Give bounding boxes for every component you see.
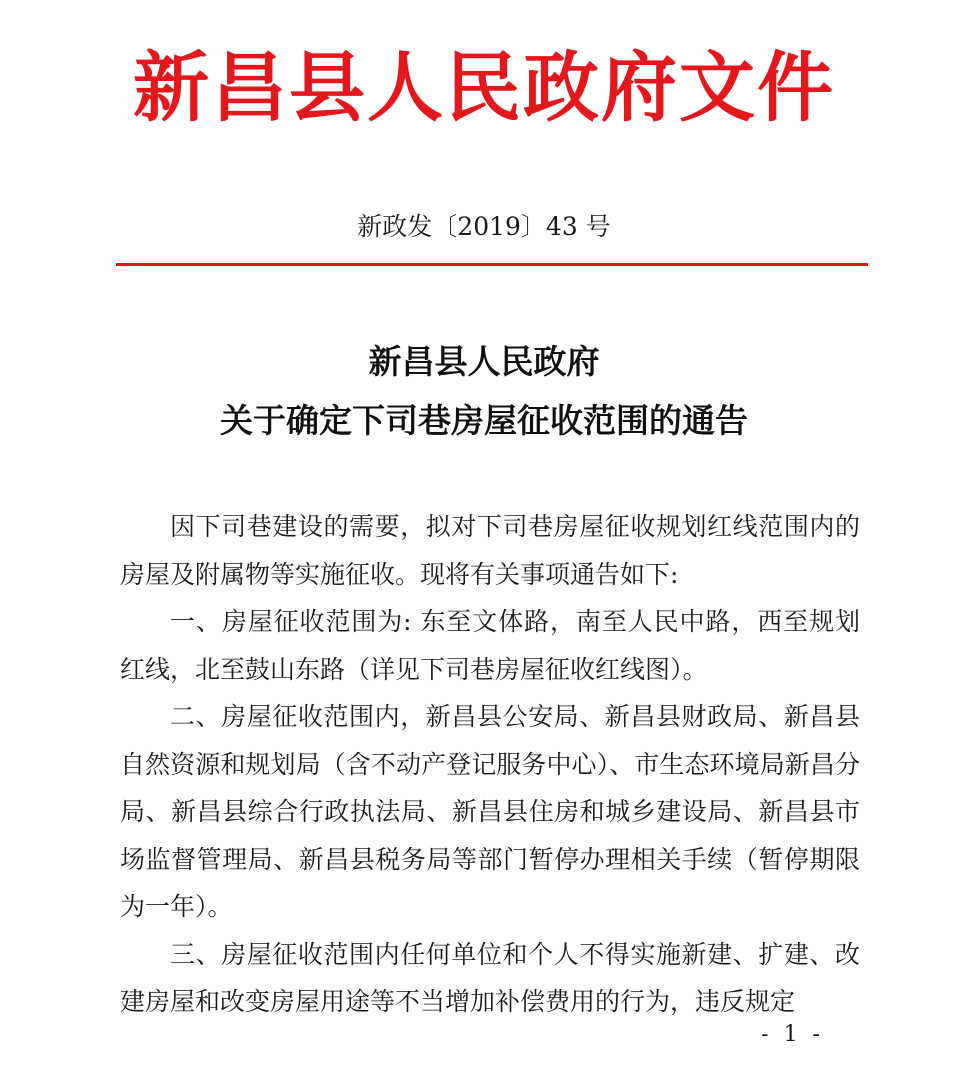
notice-title-issuer: 新昌县人民政府 — [368, 342, 600, 381]
notice-body — [120, 503, 860, 1026]
red-divider-line — [116, 263, 868, 266]
body-paragraph-2: 二、房屋征收范围内，新昌县公安局、新昌县财政局、新昌县自然资源和规划局（含不动产登记服务中心）、市生态环境局新昌分局、新昌县综合行政执法局、新昌县住房和城乡建设局、新昌县市场监督管理局、新昌县税务局等部门暂停办理相关手续（暂停期限为一年）。 — [120, 702, 860, 921]
page-number: - 1 - — [761, 1022, 824, 1047]
body-paragraph-1: 一、房屋征收范围为: 东至文体路，南至人民中路，西至规划红线，北至鼓山东路（详见下司巷房屋征收红线图）。 — [120, 607, 860, 684]
document-masthead: 新昌县人民政府文件 — [133, 43, 835, 132]
body-paragraph-3: 三、房屋征收范围内任何单位和个人不得实施新建、扩建、改建房屋和改变房屋用途等不当增加补偿费用的行为，违反规定 — [120, 939, 860, 1016]
notice-title-subject: 关于确定下司巷房屋征收范围的通告 — [220, 401, 748, 440]
document-number: 新政发〔2019〕43 号 — [357, 212, 611, 241]
body-paragraph-intro: 因下司巷建设的需要，拟对下司巷房屋征收规划红线范围内的房屋及附属物等实施征收。现将有关事项通告如下: — [120, 512, 860, 589]
